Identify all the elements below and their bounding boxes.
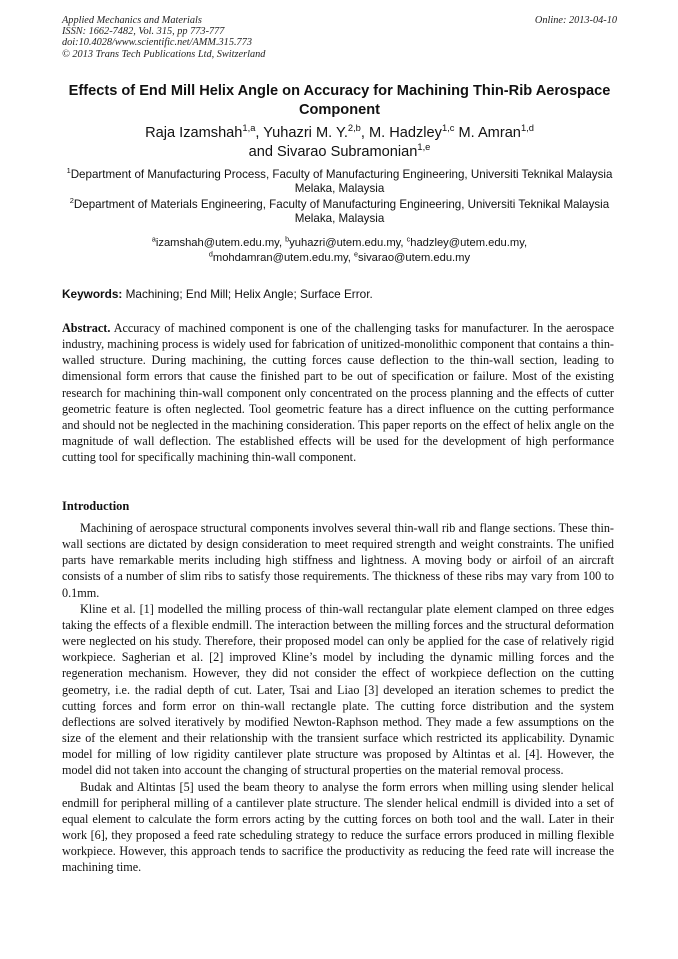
author-name: M. Hadzley xyxy=(368,125,442,141)
email-address[interactable]: izamshah@utem.edu.my, xyxy=(155,237,283,249)
author-sup: 2,b xyxy=(347,123,361,134)
author-sup: 1,a xyxy=(242,123,256,134)
email-address[interactable]: yuhazri@utem.edu.my, xyxy=(289,237,404,249)
keywords-label: Keywords: xyxy=(62,287,123,301)
paper-title: Effects of End Mill Helix Angle on Accuracy for Machining Thin-Rib Aerospace Component xyxy=(68,83,611,118)
email-sup: b xyxy=(285,235,290,244)
author-sup: 1,c xyxy=(441,123,455,134)
journal-copyright: © 2013 Trans Tech Publications Ltd, Switzerland xyxy=(62,48,266,60)
author-list: Raja Izamshah$^{1,a}$, Yuhazri M. Y.$^{2,b}$, M. Hadzley$^{1,c}$ M. Amran$^{1,d}$ and Sivarao Subramonian$^{1,e}$ xyxy=(145,123,534,160)
email-address[interactable]: hadzley@utem.edu.my, xyxy=(410,237,528,249)
online-date: Online: 2013-04-10 xyxy=(534,15,617,26)
journal-header xyxy=(62,15,617,60)
email-sup: c xyxy=(406,235,411,244)
email-sup: e xyxy=(354,249,358,258)
section-heading-introduction: Introduction xyxy=(62,499,130,513)
email-address[interactable]: sivarao@utem.edu.my xyxy=(357,251,471,264)
author-name: Raja Izamshah xyxy=(145,125,243,141)
keywords xyxy=(62,287,617,302)
abstract-text: Accuracy of machined component is one of the challenging tasks for manufacturer. In the aerospace industry, machining process is widely used for fabrication of unitized-monolithic component that contains a thin-walled structure. During machining, the cutting forces cause deflection to the thin-wall section, leading to dimensional form errors that cause the finished part to be out of specification or failure. Most of the existing research for machining thin-wall component only concentrated on the process planning and the effects of cutter geometric feature is often neglected. Tool geometric feature has a direct influence on the cutting performance and should not be neglected in the machining consideration. This paper reports on the effect of helix angle on the magnitude of wall deflection. The established effects will be used for the development of high performance cutting tool for specifically machining thin-wall component. xyxy=(62,321,614,465)
paragraph: Machining of aerospace structural components involves several thin-wall rib and flange sections. These thin-wall sections are dictated by design consideration to meet required strength and weight constraints. The unified parts have remarkable merits including high stiffness and lightness. A moving body or airfoil of an aircraft consists of a number of slim ribs to satisfy those requirements. The thickness of these ribs may vary from 100 to 0.1mm. xyxy=(62,521,614,600)
affiliation-text: Department of Materials Engineering, Faculty of Manufacturing Engineering, Universiti Teknikal Malaysia Melaka, Malaysia xyxy=(73,198,610,226)
abstract xyxy=(62,320,614,465)
paragraph: Budak and Altintas [5] used the beam theory to analyse the form errors when milling using slender helical endmill for peripheral milling of a cantilever plate structure. The slender helical endmill is divided into a set of equal element to calculate the form errors acting by the cutting forces on both tool and the wall. Later in their work [6], they proposed a feed rate scheduling strategy to reduce the surface errors produced in milling flexible workpiece. However, this approach tends to sacrifice the productivity as reducing the feed rate will increase the machining time. xyxy=(62,779,614,875)
introduction-body xyxy=(62,520,614,875)
affiliation-text: Department of Manufacturing Process, Faculty of Manufacturing Engineering, Universiti Teknikal Malaysia Melaka, Malaysia xyxy=(70,168,613,196)
affiliation-2 xyxy=(62,198,617,227)
paragraph: Kline et al. [1] modelled the milling process of thin-wall rectangular plate element clamped on three edges taking the effects of a flexible endmill. The interaction between the milling forces and the structural deformation were neglected on his study. Therefore, their proposed model can only be applied for the case of relatively rigid workpiece. Sagherian et al. [2] improved Kline’s model by including the dynamic milling forces and the regeneration mechanism. However, they did not consider the effect of workpiece deflection on the cutting geometry, i.e. the radial depth of cut. Later, Tsai and Liao [3] developed an iteration schemes to predict the cutting forces and form error on thin-wall rectangle plate. The cutting force distribution and the system deflections are solved iteratively by modified Newton-Raphson method. They made a few assumptions on the size of the element and their relationship with the transient surface which restricted its applicability. Dynamic model for milling of low rigidity cantilever plate structure was proposed by Altintas et al. [4]. However, the model did not taken into account the changing of structural properties on the material removal process. xyxy=(62,601,614,778)
author-sup: 1,d xyxy=(520,123,534,134)
abstract-label: Abstract. xyxy=(62,321,111,335)
author-sup: 1,e xyxy=(417,142,431,153)
journal-doi: doi:10.4028/www.scientific.net/AMM.315.773 xyxy=(62,37,252,49)
affiliation-1 xyxy=(62,168,617,197)
email-address[interactable]: mohdamran@utem.edu.my, xyxy=(212,251,351,264)
author-name: M. Amran xyxy=(458,125,521,141)
author-name: Yuhazri M. Y. xyxy=(263,125,348,141)
journal-name: Applied Mechanics and Materials xyxy=(62,15,202,26)
author-name: Sivarao Subramonian xyxy=(277,144,418,160)
affiliation-sup: 1 xyxy=(66,166,71,176)
journal-issn: ISSN: 1662-7482, Vol. 315, pp 773-777 xyxy=(62,26,225,38)
keywords-text: Machining; End Mill; Helix Angle; Surface Error. xyxy=(125,287,373,301)
affiliation-sup: 2 xyxy=(69,196,74,206)
email-sup: d xyxy=(208,249,213,258)
email-list xyxy=(62,236,617,265)
email-sup: a xyxy=(151,235,156,244)
